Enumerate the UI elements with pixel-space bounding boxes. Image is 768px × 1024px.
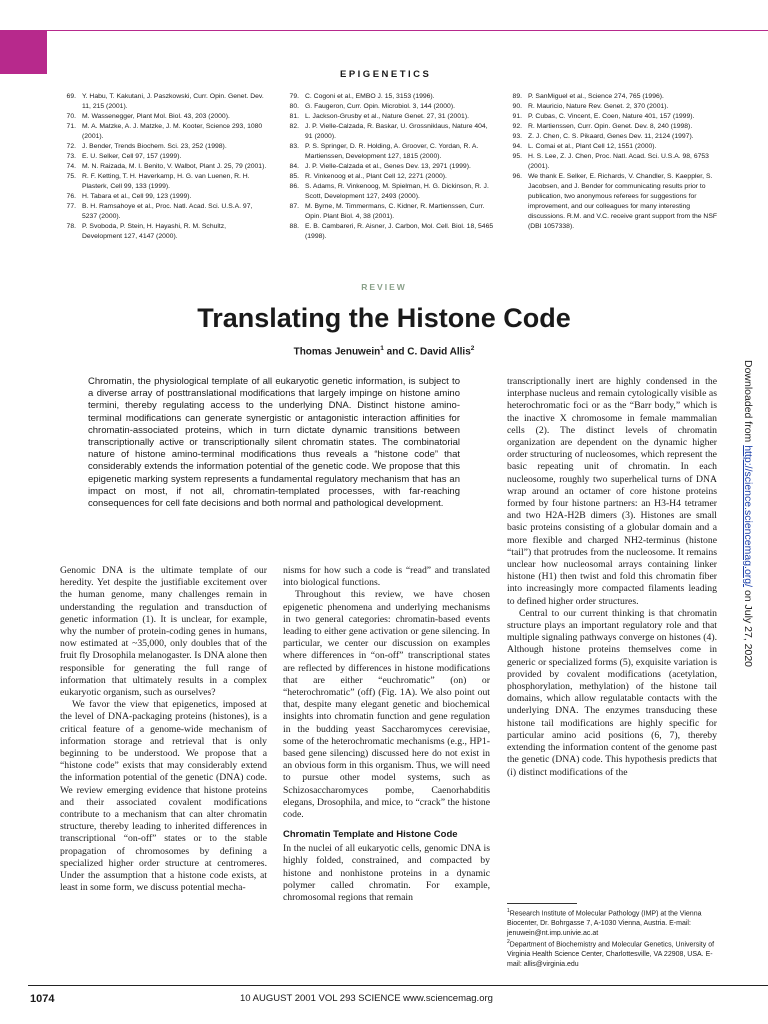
reference-number: 82. xyxy=(289,123,299,130)
reference-number: 80. xyxy=(289,103,299,110)
reference-text: M. Wassenegger, Plant Mol. Biol. 43, 203 (2000). xyxy=(82,113,230,120)
reference-number: 76. xyxy=(66,193,76,200)
reference-number: 70. xyxy=(66,113,76,120)
reference-text: B. H. Ramsahoye et al., Proc. Natl. Acad. Sci. U.S.A. 97, 5237 (2000). xyxy=(82,203,253,220)
reference-number: 85. xyxy=(289,173,299,180)
reference-item xyxy=(62,172,267,192)
reference-item xyxy=(62,152,267,162)
body-column-2 xyxy=(283,565,490,904)
reference-number: 91. xyxy=(512,113,522,120)
reference-item xyxy=(285,202,495,222)
reference-item xyxy=(285,142,495,162)
footer-issue-info: 10 AUGUST 2001 VOL 293 SCIENCE www.sciencemag.org xyxy=(240,993,493,1004)
author-2: and C. David Allis xyxy=(383,346,471,358)
reference-item xyxy=(62,92,267,112)
reference-number: 71. xyxy=(66,123,76,130)
reference-number: 87. xyxy=(289,203,299,210)
author-1: Thomas Jenuwein xyxy=(293,346,381,358)
references-column-3 xyxy=(508,92,718,232)
reference-number: 90. xyxy=(512,103,522,110)
reference-item xyxy=(285,162,495,172)
reference-number: 72. xyxy=(66,143,76,150)
affiliations xyxy=(507,907,719,969)
paragraph: Genomic DNA is the ultimate template of our heredity. Yet despite the justifiable excitement over the human genome, many challenges remain in understanding the regulation and transduction of genetic information (1). It is unclear, for example, why the number of protein-coding genes in humans, now estimated at ~35,000, only doubles that of the fruit fly Drosophila melanogaster. Is DNA alone then responsible for generating the full range of information that ultimately results in a complex eukaryotic organism, such as ourselves? xyxy=(60,565,267,699)
reference-text: S. Adams, R. Vinkenoog, M. Spielman, H. G. Dickinson, R. J. Scott, Development 127, 2493 (2000). xyxy=(305,183,489,200)
reference-text: R. Martienssen, Curr. Opin. Genet. Dev. 8, 240 (1998). xyxy=(528,123,693,130)
download-suffix: on July 27, 2020 xyxy=(742,587,754,668)
reference-item xyxy=(508,132,718,142)
reference-text: J. P. Vielle-Calzada et al., Genes Dev. 13, 2971 (1999). xyxy=(305,163,471,170)
body-column-1 xyxy=(60,565,267,894)
reference-item xyxy=(508,152,718,172)
reference-number: 94. xyxy=(512,143,522,150)
paragraph: Central to our current thinking is that chromatin structure plays an important regulatory role and that multiple signaling pathways converge on histones (4). Although histone proteins themselves come in generic or specialized forms (5), exquisite variation is provided by covalent modifications (acetylation, phosphorylation, methylation) of the histone tail domains, which allow regulatable contacts with the underlying DNA. The enzymes transducing these histone tail modifications are highly specific for particular amino acid positions (6, 7), thereby extending the information content of the genome past the genetic (DNA) code. This hypothesis predicts that (i) distinct modifications of the xyxy=(507,607,717,778)
reference-item xyxy=(285,182,495,202)
reference-text: P. S. Springer, D. R. Holding, A. Groover, C. Yordan, R. A. Martienssen, Development 127, 1815 (2000). xyxy=(305,143,479,160)
footer-rule xyxy=(28,985,768,986)
reference-number: 81. xyxy=(289,113,299,120)
paragraph: nisms for how such a code is “read” and translated into biological functions. xyxy=(283,565,490,589)
paragraph: Throughout this review, we have chosen epigenetic phenomena and underlying mechanisms in two general categories: chromatin-based events leading to either gene activation or gene silencing. In particular, we center our discussion on examples where differences in “on-off” transcriptional states are reflected by differences in histone modifications that are either “euchromatic” (on) or “heterochromatic” (off) (Fig. 1A). We also point out that, despite many elegant genetic and biochemical insights into chromatin function and gene regulation in the budding yeast Saccharomyces cerevisiae, some of the heterochromatic mechanisms (e.g., HP1-based gene silencing) discussed here do not exist in an obvious form in this organism. Thus, we will need to pursue other model systems, such as Schizosaccharomyces pombe, Caenorhabditis elegans, Drosophila, and mice, to “crack” the histone code. xyxy=(283,589,490,821)
affiliation-2: $^2$Department of Biochemistry and Molecular Genetics, University of Virginia Health Science Center, Charlottesville, VA 22908, USA. E-mail: allis@virginia.edu xyxy=(507,939,715,968)
download-link[interactable]: http://science.sciencemag.org/ xyxy=(742,445,754,588)
reference-item xyxy=(285,102,495,112)
reference-number: 92. xyxy=(512,123,522,130)
reference-item xyxy=(62,112,267,122)
reference-text: Y. Habu, T. Kakutani, J. Paszkowski, Curr. Opin. Genet. Dev. 11, 215 (2001). xyxy=(82,93,264,110)
reference-item xyxy=(62,192,267,202)
reference-number: 69. xyxy=(66,93,76,100)
reference-number: 84. xyxy=(289,163,299,170)
reference-number: 88. xyxy=(289,223,299,230)
download-notice xyxy=(738,360,758,680)
reference-text: H. S. Lee, Z. J. Chen, Proc. Natl. Acad. Sci. U.S.A. 98, 6753 (2001). xyxy=(528,153,709,170)
section-heading: Chromatin Template and Histone Code xyxy=(283,829,458,841)
reference-text: We thank E. Selker, E. Richards, V. Chandler, S. Kaeppler, S. Jacobsen, and J. Bender for communicating results prior to publication, two anonymous referees for suggestions for improvement, and our colleagues for many interesting discussions. R.M. and V.C. receive grant support from the NSF (DBI 1057338). xyxy=(528,173,718,230)
reference-item xyxy=(508,172,718,232)
reference-item xyxy=(62,202,267,222)
reference-text: H. Tabara et al., Cell 99, 123 (1999). xyxy=(82,193,192,200)
reference-text: Z. J. Chen, C. S. Pikaard, Genes Dev. 11, 2124 (1997). xyxy=(528,133,694,140)
reference-item xyxy=(508,102,718,112)
reference-text: L. Jackson-Grusby et al., Nature Genet. 27, 31 (2001). xyxy=(305,113,469,120)
reference-text: R. Mauricio, Nature Rev. Genet. 2, 370 (2001). xyxy=(528,103,669,110)
reference-number: 96. xyxy=(512,173,522,180)
paragraph: In the nuclei of all eukaryotic cells, genomic DNA is highly folded, constrained, and compacted by histone and nonhistone proteins in a dynamic polymer called chromatin. For example, chromosomal regions that remain xyxy=(283,843,490,904)
affiliation-1: $^1$Research Institute of Molecular Pathology (IMP) at the Vienna Biocenter, Dr. Bohrgasse 7, A-1030 Vienna, Austria. E-mail: jenuwein@nt.imp.univie.ac.at xyxy=(507,908,702,937)
reference-item xyxy=(285,172,495,182)
reference-number: 78. xyxy=(66,223,76,230)
reference-text: R. F. Ketting, T. H. Haverkamp, H. G. van Luenen, R. H. Plasterk, Cell 99, 133 (1999). xyxy=(82,173,250,190)
reference-text: L. Comai et al., Plant Cell 12, 1551 (2000). xyxy=(528,143,657,150)
reference-item xyxy=(62,142,267,152)
author-2-affiliation: 2 xyxy=(470,345,475,352)
reference-item xyxy=(508,92,718,102)
article-title: Translating the Histone Code xyxy=(197,303,571,333)
reference-number: 74. xyxy=(66,163,76,170)
reference-item xyxy=(508,112,718,122)
reference-item xyxy=(62,122,267,142)
reference-text: E. B. Cambareri, R. Aisner, J. Carbon, Mol. Cell. Biol. 18, 5465 (1998). xyxy=(305,223,494,240)
reference-number: 83. xyxy=(289,143,299,150)
article-authors xyxy=(0,345,768,357)
references-column-2 xyxy=(285,92,495,242)
reference-number: 75. xyxy=(66,173,76,180)
reference-text: E. U. Selker, Cell 97, 157 (1999). xyxy=(82,153,182,160)
abstract: Chromatin, the physiological template of all eukaryotic genetic information, is subject to a diverse array of posttranslational modifications that largely impinge on histone amino termini, thereby regulating access to the underlying DNA. Distinct histone amino-terminal modifications can generate synergistic or antagonistic interaction affinities for chromatin-associated proteins, which in turn dictate dynamic transitions between transcriptionally active or transcriptionally silent chromatin states. The combinatorial nature of histone amino-terminal modifications thus reveals a “histone code” that considerably extends the information potential of the genetic code. We propose that this epigenetic marking system represents a fundamental regulatory mechanism that has an impact on most, if not all, chromatin-templated processes, with far-reaching consequences for cell fate decisions and both normal and pathological development. xyxy=(88,376,460,510)
reference-item xyxy=(508,142,718,152)
reference-text: G. Faugeron, Curr. Opin. Microbiol. 3, 144 (2000). xyxy=(305,103,455,110)
reference-text: M. N. Raizada, M. I. Benito, V. Walbot, Plant J. 25, 79 (2001). xyxy=(82,163,267,170)
references-column-1 xyxy=(62,92,267,242)
header-rule xyxy=(47,30,768,31)
reference-item xyxy=(285,222,495,242)
section-color-tab xyxy=(0,30,47,74)
article-kicker: REVIEW xyxy=(361,282,407,292)
reference-item xyxy=(285,112,495,122)
reference-number: 95. xyxy=(512,153,522,160)
reference-number: 93. xyxy=(512,133,522,140)
footnote-rule xyxy=(507,903,577,904)
reference-number: 89. xyxy=(512,93,522,100)
reference-item xyxy=(285,92,495,102)
reference-text: J. Bender, Trends Biochem. Sci. 23, 252 (1998). xyxy=(82,143,227,150)
author-1-affiliation: 1 xyxy=(380,345,384,352)
reference-number: 73. xyxy=(66,153,76,160)
reference-text: P. Cubas, C. Vincent, E. Coen, Nature 401, 157 (1999). xyxy=(528,113,695,120)
reference-text: M. A. Matzke, A. J. Matzke, J. M. Kooter, Science 293, 1080 (2001). xyxy=(82,123,263,140)
page-number: 1074 xyxy=(30,993,55,1005)
reference-item xyxy=(62,162,267,172)
paragraph: We favor the view that epigenetics, imposed at the level of DNA-packaging proteins (histones), is a critical feature of a genome-wide mechanism of information storage and retrieval that is only beginning to be understood. We propose that a “histone code” exists that may considerably extend the information potential of the genetic (DNA) code. We review emerging evidence that histone proteins and their associated covalent modifications contribute to a mechanism that can alter chromatin structure, thereby leading to inherited differences in transcriptional “on-off” states or to the stable propagation of chromosomes by defining a specialized higher order structure at centromeres. Under the assumption that a histone code exists, at least in some form, we discuss potential mecha- xyxy=(60,699,267,894)
section-header: EPIGENETICS xyxy=(340,69,432,80)
reference-text: P. Svoboda, P. Stein, H. Hayashi, R. M. Schultz, Development 127, 4147 (2000). xyxy=(82,223,227,240)
reference-text: P. SanMiguel et al., Science 274, 765 (1996). xyxy=(528,93,664,100)
reference-text: J. P. Vielle-Calzada, R. Baskar, U. Grossniklaus, Nature 404, 91 (2000). xyxy=(305,123,488,140)
download-prefix: Downloaded from xyxy=(742,360,754,446)
reference-text: C. Cogoni et al., EMBO J. 15, 3153 (1996). xyxy=(305,93,435,100)
body-column-3 xyxy=(507,376,717,779)
paragraph: transcriptionally inert are highly condensed in the interphase nucleus and remain cytologically visible as heterochromatic foci or as the “Barr body,” which is the inactive X chromosome in female mammalian cells (2). The distinct levels of chromatin organization are dependent on the dynamic higher order structuring of nucleosomes, which represent the basic repeating unit of chromatin. In each nucleosome, roughly two superhelical turns of DNA wrap around an octamer of core histone proteins formed by four histone partners: an H3-H4 tetramer and two H2A-H2B dimers (3). Histones are small basic proteins consisting of a globular domain and a more flexible and charged NH2-terminus (histone “tail”) that protrudes from the nucleosome. It remains unclear how nucleosomal arrays containing linker histone (H1) then twist and fold this chromatin fiber into increasingly more compacted filaments leading to defined higher order structures. xyxy=(507,376,717,607)
reference-text: R. Vinkenoog et al., Plant Cell 12, 2271 (2000). xyxy=(305,173,447,180)
reference-item xyxy=(285,122,495,142)
reference-number: 77. xyxy=(66,203,76,210)
reference-number: 79. xyxy=(289,93,299,100)
reference-text: M. Byrne, M. Timmermans, C. Kidner, R. Martienssen, Curr. Opin. Plant Biol. 4, 38 (2001). xyxy=(305,203,485,220)
reference-item xyxy=(508,122,718,132)
reference-number: 86. xyxy=(289,183,299,190)
reference-item xyxy=(62,222,267,242)
